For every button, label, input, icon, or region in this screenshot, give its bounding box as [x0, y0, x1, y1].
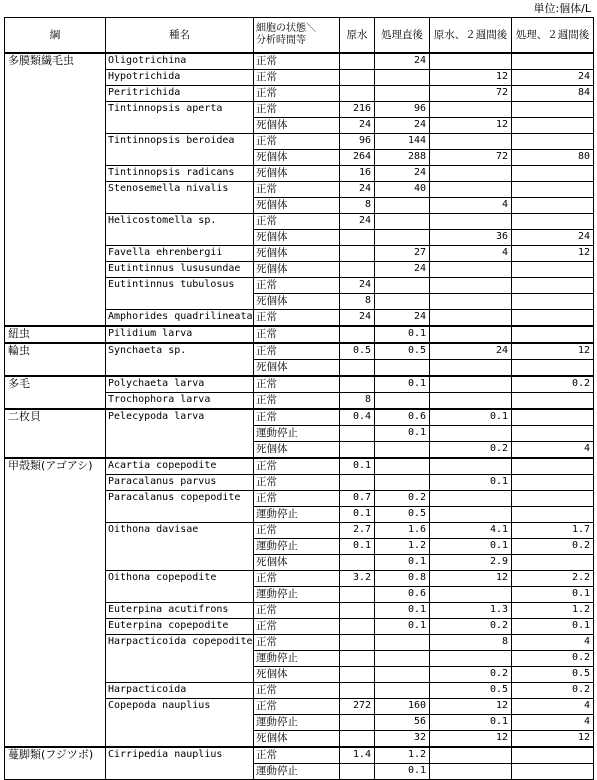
class-cell: 蔓脚類(フジツボ) — [5, 747, 106, 780]
condition-cell: 正常 — [254, 86, 340, 102]
species-cell: Amphorides quadrilineata — [106, 310, 254, 327]
value-cell-raw — [340, 53, 375, 70]
condition-cell: 運動停止 — [254, 539, 340, 555]
table-header — [5, 18, 594, 54]
value-cell-after-treatment: 1.2 — [375, 747, 430, 764]
value-cell-after-treatment: 24 — [375, 262, 430, 278]
header-after-treatment: 処理直後 — [375, 18, 430, 54]
value-cell-raw: 216 — [340, 102, 375, 118]
species-cell: Oithona davisae — [106, 523, 254, 571]
condition-cell: 運動停止 — [254, 426, 340, 442]
value-cell-after-treatment: 0.1 — [375, 764, 430, 780]
value-cell-raw: 264 — [340, 150, 375, 166]
value-cell-after-treatment — [375, 278, 430, 294]
table-row — [5, 747, 594, 764]
condition-cell: 運動停止 — [254, 651, 340, 667]
value-cell-after-treatment — [375, 393, 430, 410]
condition-cell: 死個体 — [254, 150, 340, 166]
condition-cell: 死個体 — [254, 360, 340, 377]
value-cell-treated-2weeks: 0.2 — [512, 683, 594, 699]
condition-cell: 正常 — [254, 53, 340, 70]
value-cell-after-treatment: 24 — [375, 118, 430, 134]
condition-cell: 正常 — [254, 182, 340, 198]
value-cell-treated-2weeks: 24 — [512, 70, 594, 86]
value-cell-raw: 0.4 — [340, 409, 375, 426]
value-cell-raw — [340, 475, 375, 491]
value-cell-raw-2weeks: 72 — [430, 86, 512, 102]
condition-cell: 正常 — [254, 747, 340, 764]
value-cell-raw-2weeks — [430, 134, 512, 150]
value-cell-raw: 24 — [340, 310, 375, 327]
value-cell-treated-2weeks: 0.2 — [512, 651, 594, 667]
value-cell-treated-2weeks — [512, 278, 594, 294]
value-cell-raw: 8 — [340, 294, 375, 310]
condition-cell: 死個体 — [254, 262, 340, 278]
table-row — [5, 326, 594, 343]
condition-cell: 正常 — [254, 214, 340, 230]
class-cell: 二枚貝 — [5, 409, 106, 458]
value-cell-raw: 1.4 — [340, 747, 375, 764]
value-cell-raw — [340, 555, 375, 571]
value-cell-treated-2weeks — [512, 182, 594, 198]
value-cell-treated-2weeks: 12 — [512, 343, 594, 360]
value-cell-treated-2weeks — [512, 214, 594, 230]
species-cell: Copepoda nauplius — [106, 699, 254, 748]
value-cell-after-treatment: 40 — [375, 182, 430, 198]
condition-cell: 正常 — [254, 376, 340, 393]
value-cell-after-treatment: 27 — [375, 246, 430, 262]
value-cell-after-treatment: 160 — [375, 699, 430, 715]
value-cell-treated-2weeks: 84 — [512, 86, 594, 102]
value-cell-treated-2weeks: 1.7 — [512, 523, 594, 539]
value-cell-raw: 3.2 — [340, 571, 375, 587]
header-class: 綱 — [5, 18, 106, 54]
value-cell-treated-2weeks — [512, 102, 594, 118]
value-cell-raw — [340, 651, 375, 667]
species-cell: Euterpina copepodite — [106, 619, 254, 635]
value-cell-raw-2weeks: 0.2 — [430, 667, 512, 683]
value-cell-raw-2weeks: 8 — [430, 635, 512, 651]
value-cell-after-treatment — [375, 475, 430, 491]
condition-cell: 正常 — [254, 571, 340, 587]
value-cell-raw — [340, 587, 375, 603]
value-cell-after-treatment: 144 — [375, 134, 430, 150]
value-cell-after-treatment: 288 — [375, 150, 430, 166]
value-cell-raw — [340, 635, 375, 651]
header-condition — [254, 18, 340, 54]
value-cell-treated-2weeks: 4 — [512, 715, 594, 731]
class-cell: 紐虫 — [5, 326, 106, 343]
value-cell-raw: 24 — [340, 278, 375, 294]
value-cell-treated-2weeks: 4 — [512, 635, 594, 651]
value-cell-treated-2weeks — [512, 53, 594, 70]
condition-cell: 正常 — [254, 699, 340, 715]
value-cell-treated-2weeks — [512, 326, 594, 343]
value-cell-raw — [340, 360, 375, 377]
species-cell: Tintinnopsis aperta — [106, 102, 254, 134]
condition-cell: 正常 — [254, 603, 340, 619]
value-cell-raw-2weeks: 24 — [430, 343, 512, 360]
condition-cell: 正常 — [254, 326, 340, 343]
species-cell: Eutintinnus tubulosus — [106, 278, 254, 310]
value-cell-raw — [340, 376, 375, 393]
condition-cell: 正常 — [254, 458, 340, 475]
species-cell: Peritrichida — [106, 86, 254, 102]
value-cell-after-treatment: 0.2 — [375, 491, 430, 507]
value-cell-raw — [340, 731, 375, 748]
value-cell-raw — [340, 262, 375, 278]
value-cell-raw — [340, 667, 375, 683]
value-cell-treated-2weeks — [512, 360, 594, 377]
value-cell-raw-2weeks — [430, 747, 512, 764]
value-cell-after-treatment: 0.5 — [375, 507, 430, 523]
table-row — [5, 53, 594, 70]
value-cell-raw: 24 — [340, 214, 375, 230]
value-cell-raw-2weeks: 72 — [430, 150, 512, 166]
value-cell-treated-2weeks: 12 — [512, 246, 594, 262]
condition-cell: 運動停止 — [254, 587, 340, 603]
value-cell-raw-2weeks: 36 — [430, 230, 512, 246]
species-cell: Polychaeta larva — [106, 376, 254, 393]
condition-cell: 正常 — [254, 278, 340, 294]
condition-cell: 死個体 — [254, 118, 340, 134]
value-cell-raw-2weeks — [430, 53, 512, 70]
value-cell-raw-2weeks: 0.1 — [430, 475, 512, 491]
value-cell-raw-2weeks — [430, 182, 512, 198]
value-cell-raw: 24 — [340, 182, 375, 198]
value-cell-after-treatment: 0.1 — [375, 326, 430, 343]
value-cell-raw — [340, 326, 375, 343]
value-cell-raw: 0.1 — [340, 507, 375, 523]
table-row — [5, 343, 594, 360]
species-cell: Tintinnopsis beroidea — [106, 134, 254, 166]
value-cell-raw-2weeks: 12 — [430, 571, 512, 587]
value-cell-treated-2weeks — [512, 134, 594, 150]
value-cell-raw: 0.1 — [340, 539, 375, 555]
header-species: 種名 — [106, 18, 254, 54]
header-raw: 原水 — [340, 18, 375, 54]
value-cell-after-treatment: 24 — [375, 53, 430, 70]
condition-cell: 正常 — [254, 635, 340, 651]
condition-cell: 正常 — [254, 409, 340, 426]
condition-cell: 正常 — [254, 491, 340, 507]
value-cell-raw-2weeks — [430, 587, 512, 603]
condition-cell: 正常 — [254, 619, 340, 635]
value-cell-treated-2weeks — [512, 262, 594, 278]
species-cell: Favella ehrenbergii — [106, 246, 254, 262]
value-cell-after-treatment — [375, 230, 430, 246]
value-cell-after-treatment — [375, 198, 430, 214]
value-cell-raw-2weeks — [430, 360, 512, 377]
species-cell: Oithona copepodite — [106, 571, 254, 603]
value-cell-after-treatment — [375, 360, 430, 377]
value-cell-raw-2weeks: 0.1 — [430, 715, 512, 731]
value-cell-raw — [340, 230, 375, 246]
header-condition-text: 細胞の状態＼ 分析時間等 — [256, 23, 316, 46]
value-cell-raw — [340, 764, 375, 780]
value-cell-after-treatment: 0.1 — [375, 376, 430, 393]
value-cell-raw-2weeks — [430, 393, 512, 410]
value-cell-treated-2weeks — [512, 310, 594, 327]
value-cell-after-treatment — [375, 214, 430, 230]
value-cell-after-treatment — [375, 667, 430, 683]
table-row — [5, 458, 594, 475]
species-cell: Synchaeta sp. — [106, 343, 254, 376]
header-row — [5, 18, 594, 54]
condition-cell: 正常 — [254, 70, 340, 86]
species-cell: Cirripedia nauplius — [106, 747, 254, 780]
species-cell: Acartia copepodite — [106, 458, 254, 475]
value-cell-raw: 0.1 — [340, 458, 375, 475]
condition-cell: 運動停止 — [254, 715, 340, 731]
species-cell: Pilidium larva — [106, 326, 254, 343]
value-cell-raw — [340, 619, 375, 635]
value-cell-raw-2weeks — [430, 278, 512, 294]
value-cell-raw-2weeks — [430, 310, 512, 327]
value-cell-raw-2weeks: 4 — [430, 198, 512, 214]
value-cell-after-treatment: 56 — [375, 715, 430, 731]
value-cell-treated-2weeks — [512, 393, 594, 410]
value-cell-raw: 0.5 — [340, 343, 375, 360]
value-cell-after-treatment — [375, 683, 430, 699]
species-cell: Harpacticoida copepodite — [106, 635, 254, 683]
value-cell-raw-2weeks — [430, 102, 512, 118]
condition-cell: 死個体 — [254, 555, 340, 571]
species-cell: Harpacticoida — [106, 683, 254, 699]
value-cell-treated-2weeks: 80 — [512, 150, 594, 166]
value-cell-treated-2weeks: 2.2 — [512, 571, 594, 587]
value-cell-after-treatment — [375, 442, 430, 459]
class-cell: 輪虫 — [5, 343, 106, 376]
value-cell-raw-2weeks: 0.2 — [430, 619, 512, 635]
value-cell-treated-2weeks — [512, 555, 594, 571]
value-cell-after-treatment — [375, 70, 430, 86]
value-cell-raw-2weeks — [430, 214, 512, 230]
value-cell-treated-2weeks — [512, 458, 594, 475]
header-treated-2weeks: 処理、２週間後 — [512, 18, 594, 54]
value-cell-raw-2weeks: 0.1 — [430, 409, 512, 426]
condition-cell: 正常 — [254, 475, 340, 491]
value-cell-raw-2weeks: 0.2 — [430, 442, 512, 459]
condition-cell: 正常 — [254, 134, 340, 150]
value-cell-after-treatment — [375, 458, 430, 475]
value-cell-raw: 0.7 — [340, 491, 375, 507]
value-cell-after-treatment: 32 — [375, 731, 430, 748]
value-cell-raw-2weeks: 2.9 — [430, 555, 512, 571]
value-cell-raw-2weeks — [430, 376, 512, 393]
condition-cell: 運動停止 — [254, 764, 340, 780]
condition-cell: 死個体 — [254, 731, 340, 748]
species-cell: Eutintinnus lususundae — [106, 262, 254, 278]
value-cell-treated-2weeks: 12 — [512, 731, 594, 748]
value-cell-raw-2weeks: 12 — [430, 70, 512, 86]
table-body — [5, 53, 594, 780]
value-cell-raw-2weeks — [430, 764, 512, 780]
value-cell-raw-2weeks — [430, 507, 512, 523]
class-cell: 甲殻類(アゴアシ) — [5, 458, 106, 747]
value-cell-raw-2weeks — [430, 458, 512, 475]
value-cell-raw-2weeks: 12 — [430, 118, 512, 134]
value-cell-raw-2weeks: 0.1 — [430, 539, 512, 555]
value-cell-raw — [340, 715, 375, 731]
value-cell-treated-2weeks — [512, 294, 594, 310]
species-cell: Paracalanus parvus — [106, 475, 254, 491]
value-cell-after-treatment: 24 — [375, 166, 430, 182]
value-cell-treated-2weeks — [512, 426, 594, 442]
condition-cell: 死個体 — [254, 230, 340, 246]
value-cell-raw-2weeks: 12 — [430, 731, 512, 748]
value-cell-treated-2weeks — [512, 491, 594, 507]
condition-cell: 死個体 — [254, 294, 340, 310]
value-cell-after-treatment: 0.1 — [375, 619, 430, 635]
value-cell-raw-2weeks — [430, 491, 512, 507]
value-cell-raw-2weeks: 0.5 — [430, 683, 512, 699]
value-cell-after-treatment: 0.6 — [375, 409, 430, 426]
species-cell: Hypotrichida — [106, 70, 254, 86]
value-cell-raw — [340, 86, 375, 102]
value-cell-treated-2weeks — [512, 747, 594, 764]
value-cell-after-treatment: 0.1 — [375, 555, 430, 571]
value-cell-raw — [340, 70, 375, 86]
value-cell-after-treatment: 0.1 — [375, 426, 430, 442]
value-cell-treated-2weeks: 0.1 — [512, 619, 594, 635]
value-cell-raw: 8 — [340, 198, 375, 214]
table-row — [5, 376, 594, 393]
value-cell-after-treatment: 24 — [375, 310, 430, 327]
value-cell-raw-2weeks: 1.3 — [430, 603, 512, 619]
species-cell: Tintinnopsis radicans — [106, 166, 254, 182]
value-cell-raw: 24 — [340, 118, 375, 134]
class-cell: 多膜類繊毛虫 — [5, 53, 106, 326]
value-cell-treated-2weeks: 0.2 — [512, 376, 594, 393]
value-cell-raw: 8 — [340, 393, 375, 410]
species-cell: Euterpina acutifrons — [106, 603, 254, 619]
species-cell: Paracalanus copepodite — [106, 491, 254, 523]
value-cell-treated-2weeks — [512, 475, 594, 491]
condition-cell: 正常 — [254, 343, 340, 360]
class-cell: 多毛 — [5, 376, 106, 409]
species-cell: Oligotrichina — [106, 53, 254, 70]
condition-cell: 死個体 — [254, 667, 340, 683]
value-cell-raw-2weeks — [430, 262, 512, 278]
condition-cell: 正常 — [254, 310, 340, 327]
value-cell-after-treatment: 0.5 — [375, 343, 430, 360]
condition-cell: 運動停止 — [254, 507, 340, 523]
species-cell: Stenosemella nivalis — [106, 182, 254, 214]
value-cell-treated-2weeks — [512, 166, 594, 182]
value-cell-treated-2weeks: 0.1 — [512, 587, 594, 603]
value-cell-raw: 2.7 — [340, 523, 375, 539]
value-cell-raw — [340, 246, 375, 262]
value-cell-treated-2weeks: 24 — [512, 230, 594, 246]
condition-cell: 死個体 — [254, 166, 340, 182]
value-cell-raw: 272 — [340, 699, 375, 715]
value-cell-treated-2weeks: 4 — [512, 699, 594, 715]
value-cell-raw — [340, 426, 375, 442]
value-cell-after-treatment: 96 — [375, 102, 430, 118]
condition-cell: 正常 — [254, 102, 340, 118]
value-cell-after-treatment: 1.2 — [375, 539, 430, 555]
value-cell-after-treatment — [375, 635, 430, 651]
value-cell-treated-2weeks: 1.2 — [512, 603, 594, 619]
value-cell-raw: 96 — [340, 134, 375, 150]
plankton-count-table — [4, 17, 594, 780]
value-cell-raw-2weeks: 12 — [430, 699, 512, 715]
unit-label: 単位:個体/L — [533, 2, 591, 15]
condition-cell: 死個体 — [254, 442, 340, 459]
value-cell-raw — [340, 603, 375, 619]
condition-cell: 正常 — [254, 523, 340, 539]
species-cell: Trochophora larva — [106, 393, 254, 410]
value-cell-after-treatment — [375, 294, 430, 310]
value-cell-after-treatment: 0.8 — [375, 571, 430, 587]
value-cell-raw — [340, 442, 375, 459]
value-cell-raw — [340, 683, 375, 699]
value-cell-raw-2weeks — [430, 651, 512, 667]
condition-cell: 正常 — [254, 683, 340, 699]
species-cell: Pelecypoda larva — [106, 409, 254, 458]
condition-cell: 正常 — [254, 393, 340, 410]
value-cell-after-treatment — [375, 651, 430, 667]
value-cell-treated-2weeks: 0.2 — [512, 539, 594, 555]
value-cell-after-treatment: 0.1 — [375, 603, 430, 619]
value-cell-treated-2weeks: 4 — [512, 442, 594, 459]
value-cell-treated-2weeks — [512, 764, 594, 780]
value-cell-treated-2weeks: 0.5 — [512, 667, 594, 683]
value-cell-raw-2weeks — [430, 426, 512, 442]
value-cell-treated-2weeks — [512, 198, 594, 214]
value-cell-raw-2weeks — [430, 294, 512, 310]
value-cell-after-treatment — [375, 86, 430, 102]
species-cell: Helicostomella sp. — [106, 214, 254, 246]
value-cell-raw-2weeks: 4 — [430, 246, 512, 262]
table-row — [5, 409, 594, 426]
value-cell-treated-2weeks — [512, 118, 594, 134]
header-raw-2weeks: 原水、２週間後 — [430, 18, 512, 54]
value-cell-raw-2weeks — [430, 326, 512, 343]
value-cell-raw-2weeks: 4.1 — [430, 523, 512, 539]
value-cell-after-treatment: 1.6 — [375, 523, 430, 539]
condition-cell: 死個体 — [254, 198, 340, 214]
value-cell-raw: 16 — [340, 166, 375, 182]
value-cell-raw-2weeks — [430, 166, 512, 182]
value-cell-treated-2weeks — [512, 507, 594, 523]
condition-cell: 死個体 — [254, 246, 340, 262]
value-cell-after-treatment: 0.6 — [375, 587, 430, 603]
value-cell-treated-2weeks — [512, 409, 594, 426]
